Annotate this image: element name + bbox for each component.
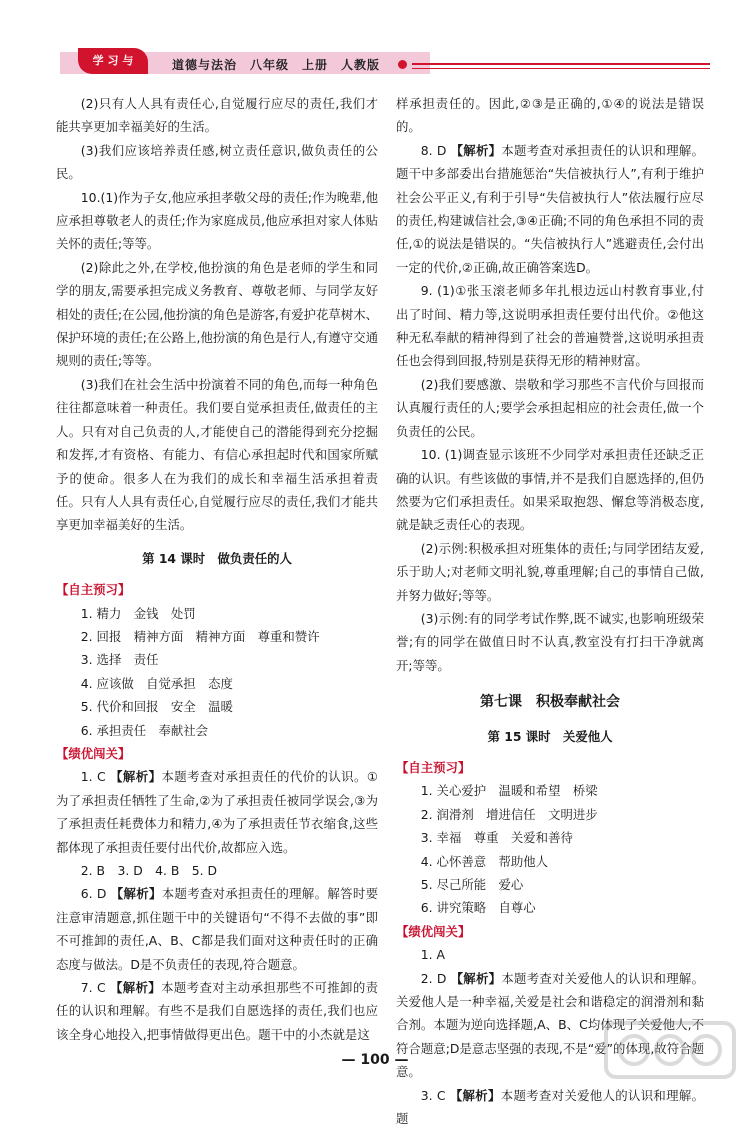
header-rule (412, 63, 710, 65)
analysis-label: 【解析】 (110, 886, 162, 902)
answer-item: 1. A (420, 947, 446, 963)
preview-item: 3. 幸福 尊重 关爱和善待 (420, 830, 573, 846)
analysis-text: 本题考查对承担责任的理解。解答时要注意审清题意,抓住题干中的关键语句“不得不去做的事”即不可推卸的责任,A、B、C都是我们面对这种责任时的正确态度与做法。D是不负责任的表现,符合题意。 (56, 886, 378, 972)
preview-item: 6. 讲究策略 自尊心 (420, 900, 536, 916)
header-rule-thin (412, 68, 710, 69)
answer-number: 8. D (420, 142, 447, 158)
section-title: 第 15 课时 关爱他人 (487, 728, 613, 744)
analysis-text: 本题考查对承担责任的认识和理解。题干中多部委出台措施惩治“失信被执行人”,有利于维护社会公平正义,有利于引导“失信被执行人”依法履行应尽的责任,构建诚信社会,③④正确;不同的角色承担不同的责任,①的说法是错误的。“失信被执行人”逃避责任,会付出一定的代价,②正确,故正确答案选D。 (396, 142, 704, 275)
preview-item: 3. 选择 责任 (80, 652, 159, 668)
preview-item: 1. 精力 金钱 处罚 (80, 605, 196, 621)
analysis-label: 【解析】 (450, 970, 502, 986)
header-subject: 道德与法治 八年级 上册 人教版 (172, 58, 381, 72)
answer-item (396, 139, 704, 279)
answer-paragraph: (2)示例:积极承担对班集体的责任;与同学团结友爱,乐于助人;对老师文明礼貌,尊重理解;自己的事情自己做,并努力做好;等等。 (396, 540, 704, 603)
page-number: — 100 — (341, 1052, 409, 1068)
preview-item: 5. 代价和回报 安全 温暖 (80, 699, 233, 715)
left-column (56, 92, 378, 1046)
answer-paragraph: 9. (1)①张玉滚老师多年扎根边远山村教育事业,付出了时间、精力等,这说明承担责任要付出代价。②他这种无私奉献的精神得到了社会的普遍赞誉,这说明承担责任也会得到回报,特别是获得无形的精神财富。 (396, 283, 704, 369)
answer-item: 2. B 3. D 4. B 5. D (80, 863, 218, 878)
answer-paragraph: (2)除此之外,在学校,他扮演的角色是老师的学生和同学的朋友,需要承担完成义务教育、尊敬老师、与同学友好相处的责任;在公园,他扮演的角色是游客,有爱护花草树木、保护环境的责任;在公路上,他扮演的角色是行人,有遵守交通规则的责任;等等。 (56, 259, 378, 369)
answer-paragraph: 10.(1)作为子女,他应承担孝敬父母的责任;作为晚辈,他应承担尊敬老人的责任;作为家庭成员,他应承担对家人体贴关怀的责任;等等。 (56, 189, 378, 252)
excellent-tag: 【绩优闯关】 (56, 745, 131, 761)
preview-tag: 【自主预习】 (56, 582, 131, 598)
preview-item: 5. 尽己所能 爱心 (420, 877, 524, 892)
lesson-title: 第七课 积极奉献社会 (480, 694, 620, 711)
answer-item (56, 882, 378, 976)
preview-tag: 【自主预习】 (396, 759, 471, 775)
excellent-tag: 【绩优闯关】 (396, 923, 471, 939)
answer-paragraph: (3)我们在社会生活中扮演着不同的角色,而每一种角色往往都意味着一种责任。我们要自觉承担责任,做责任的主人。只有对自己负责的人,才能使自己的潜能得到充分挖掘和发挥,才有资格、有能力、有信心承担起时代和国家所赋予的使命。很多人在为我们的成长和幸福生活承担着责任。只有人人具有责任心,自觉履行应尽的责任,我们才能共享更加幸福美好的生活。 (56, 376, 378, 533)
answer-number: 1. C (80, 769, 106, 785)
preview-item: 1. 关心爱护 温暖和希望 桥梁 (420, 783, 598, 799)
analysis-label: 【解析】 (110, 769, 162, 785)
answer-paragraph: 10. (1)调查显示该班不少同学对承担责任还缺乏正确的认识。有些该做的事情,并不是我们自愿选择的,但仍然要为它们承担责任。如果采取抱怨、懈怠等消极态度,就是缺乏责任心的表现。 (396, 447, 704, 533)
answer-item (56, 976, 378, 1046)
analysis-text: 本题考查对主动承担那些不可推卸的责任的认识和理解。有些不是我们自愿选择的责任,我们也应该全身心地投入,把事情做得更出色。题干中的小杰就是这 (56, 980, 379, 1042)
preview-item: 4. 心怀善意 帮助他人 (420, 853, 549, 869)
answer-paragraph: 样承担责任的。因此,②③是正确的,①④的说法是错误的。 (396, 96, 704, 135)
analysis-text: 本题考查对关爱他人的认识和理解。关爱他人是一种幸福,关爱是社会和谐稳定的润滑剂和黏合剂。本题为逆向选择题,A、B、C均体现了关爱他人,不符合题意;D是意志坚强的表现,不是“爱”的体现,故符合题意。 (396, 970, 704, 1080)
answer-number: 7. C (80, 980, 106, 996)
answer-number: 2. D (420, 970, 447, 986)
page-header (60, 44, 710, 80)
analysis-text: 本题考查对关爱他人的认识和理解。题 (396, 1087, 704, 1127)
preview-item: 2. 回报 精神方面 精神方面 尊重和赞许 (80, 628, 320, 644)
analysis-label: 【解析】 (450, 142, 502, 158)
answer-number: 6. D (80, 886, 107, 902)
header-tag: 学 习 与 (78, 48, 148, 74)
analysis-label: 【解析】 (109, 980, 162, 996)
preview-item: 4. 应该做 自觉承担 态度 (80, 675, 233, 691)
answer-number: 3. C (420, 1087, 446, 1103)
header-dot (398, 60, 407, 69)
answer-paragraph: (3)我们应该培养责任感,树立责任意识,做负责任的公民。 (56, 142, 378, 182)
analysis-text: 本题考查对承担责任的代价的认识。①为了承担责任牺牲了生命,②为了承担责任被同学误会,③为了承担责任耗费体力和精力,④为了承担责任节衣缩食,这些都体现了承担责任要付出代价,故都应入选。 (56, 769, 378, 855)
preview-item: 6. 承担责任 奉献社会 (80, 722, 209, 738)
analysis-label: 【解析】 (449, 1087, 501, 1103)
answer-paragraph: (2)只有人人具有责任心,自觉履行应尽的责任,我们才能共享更加幸福美好的生活。 (56, 96, 378, 135)
answer-paragraph: (2)我们要感激、崇敬和学习那些不言代价与回报而认真履行责任的人;要学会承担起相应的社会责任,做一个负责任的公民。 (396, 376, 704, 439)
section-title: 第 14 课时 做负责任的人 (142, 550, 292, 566)
right-column (396, 92, 704, 1130)
answer-item (56, 765, 378, 859)
answer-paragraph: (3)示例:有的同学考试作弊,既不诚实,也影响班级荣誉;有的同学在做值日时不认真,教室没有打扫干净就离开;等等。 (396, 610, 704, 673)
watermark-logo (600, 1015, 740, 1085)
preview-item: 2. 润滑剂 增进信任 文明进步 (420, 806, 598, 822)
